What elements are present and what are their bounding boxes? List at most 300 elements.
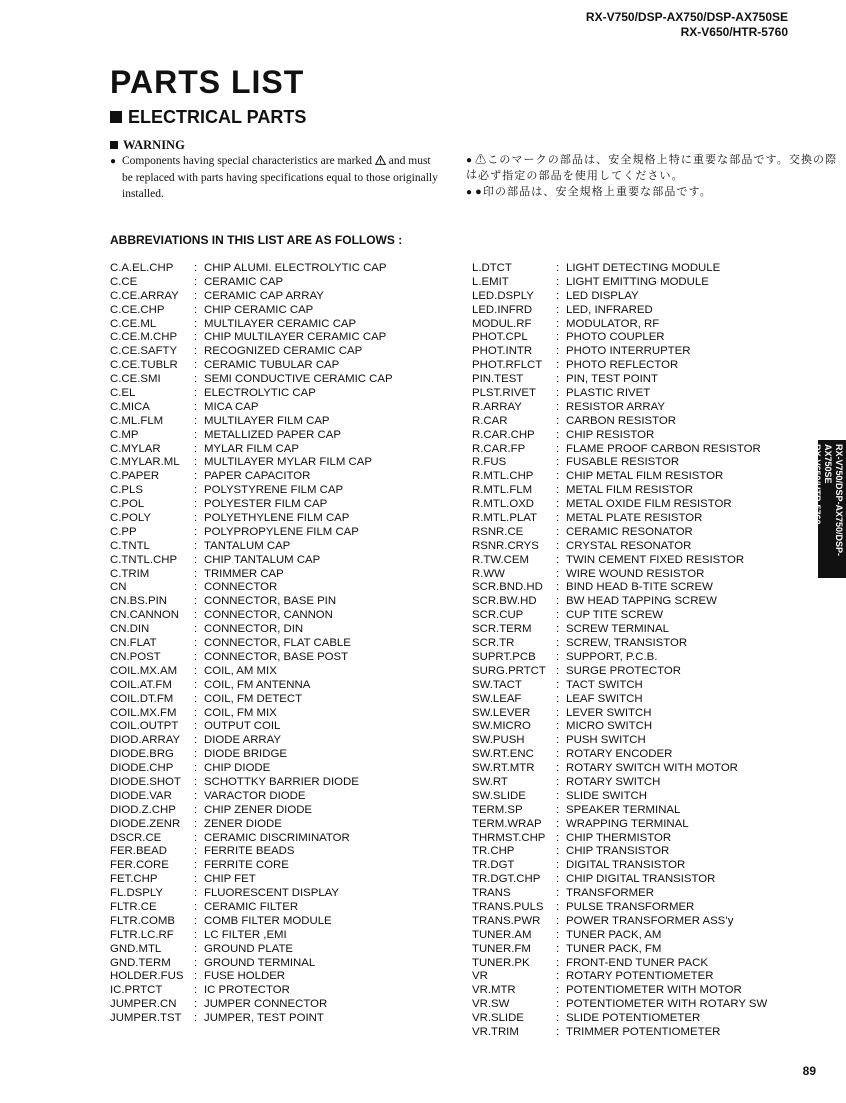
abbreviation-row: [472, 887, 767, 901]
colon-separator: :: [194, 484, 198, 497]
colon-separator: :: [556, 998, 560, 1011]
abbreviation-code: COIL.MX.AM: [110, 664, 178, 677]
abbreviation-description: RECOGNIZED CERAMIC CAP: [204, 345, 363, 358]
abbreviation-code: R.CAR: [472, 414, 508, 427]
colon-separator: :: [556, 887, 560, 900]
colon-separator: :: [556, 637, 560, 650]
abbreviation-description: CHIP THERMISTOR: [566, 831, 672, 844]
abbreviation-description: CERAMIC TUBULAR CAP: [204, 359, 340, 372]
abbreviation-description: CONNECTOR, DIN: [204, 623, 304, 636]
abbreviation-row: [110, 845, 393, 859]
abbreviation-description: DIODE ARRAY: [204, 734, 282, 747]
colon-separator: :: [556, 942, 560, 955]
abbreviation-description: FUSE HOLDER: [204, 970, 286, 983]
abbreviation-description: WIRE WOUND RESISTOR: [566, 567, 705, 580]
abbreviation-code: C.PLS: [110, 484, 143, 497]
abbreviation-code: C.ML.FLM: [110, 414, 164, 427]
abbreviation-description: ROTARY SWITCH: [566, 775, 661, 788]
colon-separator: :: [556, 345, 560, 358]
abbreviation-row: [110, 748, 393, 762]
colon-separator: :: [556, 664, 560, 677]
colon-separator: :: [194, 775, 198, 788]
abbreviation-row: [110, 554, 393, 568]
colon-separator: :: [194, 1012, 198, 1025]
abbreviation-row: [472, 707, 767, 721]
square-bullet-icon: [110, 141, 118, 149]
abbreviation-code: VR.SW: [472, 998, 510, 1011]
abbreviation-description: SCREW, TRANSISTOR: [566, 637, 688, 650]
abbreviation-row: [110, 818, 393, 832]
abbreviation-description: CERAMIC RESONATOR: [566, 525, 693, 538]
colon-separator: :: [194, 914, 198, 927]
abbreviation-code: R.FUS: [472, 456, 507, 469]
abbreviation-code: PHOT.RFLCT: [472, 359, 543, 372]
abbreviation-row: [472, 1012, 767, 1026]
abbreviation-description: CUP TITE SCREW: [566, 609, 664, 622]
colon-separator: :: [194, 845, 198, 858]
abbreviation-row: [110, 957, 393, 971]
colon-separator: :: [556, 373, 560, 386]
colon-separator: :: [556, 303, 560, 316]
abbreviation-description: CHIP TRANSISTOR: [566, 845, 670, 858]
abbreviation-description: CONNECTOR, FLAT CABLE: [204, 637, 351, 650]
abbreviation-code: C.CE.ML: [110, 317, 157, 330]
abbreviation-code: JUMPER.CN: [110, 998, 177, 1011]
abbreviation-row: [472, 832, 767, 846]
abbreviation-code: C.MYLAR: [110, 442, 161, 455]
abbreviation-code: R.MTL.FLM: [472, 484, 533, 497]
abbreviation-description: CHIP FET: [204, 873, 256, 886]
colon-separator: :: [556, 734, 560, 747]
abbreviation-description: CHIP ALUMI. ELECTROLYTIC CAP: [204, 262, 387, 274]
abbreviation-row: [472, 484, 767, 498]
abbreviation-row: [472, 1026, 767, 1040]
abbreviation-row: [472, 429, 767, 443]
colon-separator: :: [194, 345, 198, 358]
colon-separator: :: [556, 720, 560, 733]
abbreviation-row: [472, 859, 767, 873]
abbreviation-code: CN.BS.PIN: [110, 595, 167, 608]
abbreviation-code: R.WW: [472, 567, 505, 580]
abbreviation-description: COIL, AM MIX: [204, 664, 277, 677]
abbreviation-code: PIN.TEST: [472, 373, 524, 386]
colon-separator: :: [194, 692, 198, 705]
abbreviation-code: C.MYLAR.ML: [110, 456, 180, 469]
abbreviation-code: CN: [110, 581, 127, 594]
abbreviation-code: SCR.CUP: [472, 609, 524, 622]
abbreviation-row: [472, 498, 767, 512]
page-number: 89: [802, 1064, 816, 1078]
abbreviation-code: R.TW.CEM: [472, 553, 529, 566]
abbreviation-description: POLYPROPYLENE FILM CAP: [204, 525, 359, 538]
japanese-warning-line3-text: ●印の部品は、安全規格上重要な部品です。: [475, 186, 712, 198]
abbreviation-description: MULTILAYER FILM CAP: [204, 414, 330, 427]
abbreviation-row: [110, 790, 393, 804]
abbreviation-description: PIN, TEST POINT: [566, 373, 658, 386]
abbreviation-code: C.A.EL.CHP: [110, 262, 174, 274]
abbreviation-description: TWIN CEMENT FIXED RESISTOR: [566, 553, 745, 566]
abbreviation-code: SW.RT.ENC: [472, 748, 534, 761]
colon-separator: :: [194, 400, 198, 413]
abbreviation-code: R.MTL.OXD: [472, 498, 535, 511]
side-tab-line2: RX-V650/HTR-5760: [812, 444, 822, 525]
abbreviation-description: METAL PLATE RESISTOR: [566, 512, 703, 525]
abbreviation-code: SCR.BND.HD: [472, 581, 543, 594]
abbreviation-row: [472, 679, 767, 693]
colon-separator: :: [194, 609, 198, 622]
colon-separator: :: [194, 650, 198, 663]
abbreviation-code: FLTR.LC.RF: [110, 928, 174, 941]
colon-separator: :: [194, 387, 198, 400]
abbreviation-description: POLYETHYLENE FILM CAP: [204, 512, 350, 525]
colon-separator: :: [556, 873, 560, 886]
abbreviation-row: [472, 693, 767, 707]
abbreviation-description: FLAME PROOF CARBON RESISTOR: [566, 442, 761, 455]
abbreviation-row: [472, 984, 767, 998]
abbreviation-row: [110, 609, 393, 623]
abbreviation-row: [472, 818, 767, 832]
section-title-text: ELECTRICAL PARTS: [128, 107, 307, 127]
colon-separator: :: [194, 456, 198, 469]
colon-separator: :: [194, 623, 198, 636]
abbreviation-row: [110, 887, 393, 901]
colon-separator: :: [194, 553, 198, 566]
abbreviation-code: DIODE.CHP: [110, 762, 174, 775]
abbreviation-row: [110, 623, 393, 637]
colon-separator: :: [194, 442, 198, 455]
colon-separator: :: [556, 581, 560, 594]
abbreviation-code: TRANS: [472, 887, 511, 900]
abbreviation-code: TRANS.PULS: [472, 900, 544, 913]
abbreviation-row: [110, 387, 393, 401]
abbreviation-row: [472, 401, 767, 415]
section-title: [110, 107, 306, 128]
abbreviation-description: JUMPER CONNECTOR: [204, 998, 328, 1011]
abbreviation-description: CONNECTOR, BASE PIN: [204, 595, 337, 608]
abbreviation-row: [472, 915, 767, 929]
abbreviation-row: [110, 540, 393, 554]
abbreviation-code: TR.DGT.CHP: [472, 873, 541, 886]
abbreviation-code: TR.DGT: [472, 859, 515, 872]
abbreviation-description: SPEAKER TERMINAL: [566, 803, 681, 816]
colon-separator: :: [194, 331, 198, 344]
colon-separator: :: [194, 762, 198, 775]
abbreviation-code: SW.TACT: [472, 678, 522, 691]
abbreviation-code: C.PAPER: [110, 470, 160, 483]
abbreviation-row: [472, 873, 767, 887]
abbreviation-code: C.CE.TUBLR: [110, 359, 178, 372]
abbreviation-description: LIGHT DETECTING MODULE: [566, 262, 721, 274]
abbreviation-code: C.CE.SAFTY: [110, 345, 178, 358]
abbreviation-row: [472, 443, 767, 457]
abbreviation-row: [472, 318, 767, 332]
abbreviation-code: C.MICA: [110, 400, 150, 413]
abbreviation-code: IC.PRTCT: [110, 984, 163, 997]
japanese-warning-line2-text: 必ず指定の部品を使用してください。: [478, 170, 684, 182]
colon-separator: :: [194, 720, 198, 733]
abbreviation-code: SUPRT.PCB: [472, 650, 536, 663]
abbreviation-description: TRIMMER CAP: [204, 567, 284, 580]
abbreviation-row: [472, 554, 767, 568]
abbreviation-code: CN.DIN: [110, 623, 150, 636]
abbreviation-row: [110, 581, 393, 595]
colon-separator: :: [556, 428, 560, 441]
abbreviation-code: LED.DSPLY: [472, 289, 534, 302]
abbreviation-description: TANTALUM CAP: [204, 539, 291, 552]
abbreviation-row: [110, 832, 393, 846]
colon-separator: :: [194, 567, 198, 580]
abbreviation-code: JUMPER.TST: [110, 1012, 182, 1025]
abbreviation-description: SURGE PROTECTOR: [566, 664, 681, 677]
abbreviations-list-right: [472, 262, 767, 1040]
abbreviation-code: L.DTCT: [472, 262, 512, 274]
abbreviation-code: SW.LEVER: [472, 706, 531, 719]
colon-separator: :: [194, 956, 198, 969]
abbreviation-description: LED DISPLAY: [566, 289, 639, 302]
abbreviation-code: C.POL: [110, 498, 145, 511]
colon-separator: :: [194, 275, 198, 288]
abbreviation-description: MULTILAYER CERAMIC CAP: [204, 317, 357, 330]
abbreviation-code: R.ARRAY: [472, 400, 522, 413]
colon-separator: :: [194, 817, 198, 830]
abbreviation-description: JUMPER, TEST POINT: [204, 1012, 324, 1025]
abbreviation-code: VR.TRIM: [472, 1025, 519, 1038]
abbreviation-code: SW.RT.MTR: [472, 762, 535, 775]
abbreviation-code: FER.CORE: [110, 859, 169, 872]
colon-separator: :: [194, 428, 198, 441]
abbreviation-row: [110, 470, 393, 484]
abbreviation-row: [472, 262, 767, 276]
abbreviation-row: [472, 373, 767, 387]
abbreviation-code: SURG.PRTCT: [472, 664, 546, 677]
abbreviation-description: ROTARY ENCODER: [566, 748, 673, 761]
abbreviation-description: PAPER CAPACITOR: [204, 470, 311, 483]
colon-separator: :: [556, 359, 560, 372]
colon-separator: :: [194, 262, 198, 274]
abbreviation-row: [472, 720, 767, 734]
abbreviation-row: [110, 415, 393, 429]
colon-separator: :: [556, 984, 560, 997]
abbreviation-code: TUNER.PK: [472, 956, 530, 969]
abbreviation-description: GROUND PLATE: [204, 942, 294, 955]
abbreviation-row: [110, 456, 393, 470]
colon-separator: :: [556, 775, 560, 788]
abbreviation-row: [472, 901, 767, 915]
abbreviation-row: [110, 359, 393, 373]
abbreviation-row: [472, 845, 767, 859]
abbreviation-code: SCR.BW.HD: [472, 595, 537, 608]
abbreviation-row: [110, 970, 393, 984]
abbreviation-row: [110, 734, 393, 748]
japanese-warning-line2: [478, 169, 684, 183]
abbreviation-description: POWER TRANSFORMER ASS’y: [566, 914, 734, 927]
abbreviation-code: CN.POST: [110, 650, 161, 663]
abbreviation-code: LED.INFRD: [472, 303, 533, 316]
abbreviation-description: FLUORESCENT DISPLAY: [204, 887, 340, 900]
colon-separator: :: [556, 595, 560, 608]
abbreviation-code: COIL.OUTPT: [110, 720, 179, 733]
abbreviation-row: [110, 984, 393, 998]
abbreviation-code: RSNR.CRYS: [472, 539, 539, 552]
abbreviation-row: [110, 526, 393, 540]
abbreviation-description: FERRITE CORE: [204, 859, 289, 872]
abbreviation-row: [472, 331, 767, 345]
abbreviation-description: DIGITAL TRANSISTOR: [566, 859, 686, 872]
colon-separator: :: [194, 317, 198, 330]
colon-separator: :: [194, 373, 198, 386]
abbreviation-code: R.MTL.CHP: [472, 470, 534, 483]
colon-separator: :: [556, 275, 560, 288]
abbreviation-code: PHOT.INTR: [472, 345, 533, 358]
colon-separator: :: [194, 595, 198, 608]
abbreviation-description: FRONT-END TUNER PACK: [566, 956, 708, 969]
abbreviation-code: R.MTL.PLAT: [472, 512, 537, 525]
colon-separator: :: [194, 512, 198, 525]
warning-text-after: and must be replaced with parts having specifications equal to those originally installed.: [122, 155, 438, 200]
colon-separator: :: [194, 970, 198, 983]
abbreviation-description: PHOTO COUPLER: [566, 331, 665, 344]
abbreviation-description: SCREW TERMINAL: [566, 623, 669, 636]
abbreviation-code: THRMST.CHP: [472, 831, 546, 844]
colon-separator: :: [556, 900, 560, 913]
colon-separator: :: [194, 289, 198, 302]
abbreviation-row: [110, 679, 393, 693]
abbreviation-row: [110, 651, 393, 665]
abbreviation-description: TUNER PACK, FM: [566, 942, 662, 955]
abbreviation-row: [110, 901, 393, 915]
abbreviation-code: DIOD.Z.CHP: [110, 803, 176, 816]
colon-separator: :: [556, 289, 560, 302]
colon-separator: :: [556, 525, 560, 538]
abbreviation-code: TRANS.PWR: [472, 914, 541, 927]
abbreviation-description: PULSE TRANSFORMER: [566, 900, 695, 913]
side-tab-line1: RX-V750/DSP-AX750/DSP-AX750SE: [823, 444, 844, 557]
abbreviation-row: [472, 568, 767, 582]
page-title: PARTS LIST: [110, 64, 305, 100]
abbreviation-description: TRANSFORMER: [566, 887, 654, 900]
abbreviation-description: CHIP CERAMIC CAP: [204, 303, 314, 316]
colon-separator: :: [556, 539, 560, 552]
abbreviation-code: DIODE.BRG: [110, 748, 174, 761]
abbreviation-description: PHOTO INTERRUPTER: [566, 345, 691, 358]
abbreviation-code: DIODE.VAR: [110, 789, 172, 802]
abbreviation-description: CRYSTAL RESONATOR: [566, 539, 692, 552]
colon-separator: :: [556, 859, 560, 872]
abbreviation-row: [472, 304, 767, 318]
abbreviation-code: SW.LEAF: [472, 692, 522, 705]
abbreviation-code: TR.CHP: [472, 845, 515, 858]
abbreviation-row: [472, 359, 767, 373]
abbreviation-description: METAL OXIDE FILM RESISTOR: [566, 498, 732, 511]
abbreviation-description: TRIMMER POTENTIOMETER: [566, 1025, 721, 1038]
colon-separator: :: [194, 873, 198, 886]
colon-separator: :: [556, 512, 560, 525]
colon-separator: :: [194, 734, 198, 747]
abbreviation-code: CN.CANNON: [110, 609, 179, 622]
abbreviation-description: POLYESTER FILM CAP: [204, 498, 328, 511]
abbreviation-code: DSCR.CE: [110, 831, 162, 844]
abbreviation-description: IC PROTECTOR: [204, 984, 290, 997]
abbreviation-description: COIL, FM DETECT: [204, 692, 303, 705]
abbreviation-code: C.TRIM: [110, 567, 150, 580]
abbreviation-code: C.TNTL: [110, 539, 150, 552]
abbreviation-code: VR.MTR: [472, 984, 516, 997]
abbreviation-code: CN.FLAT: [110, 637, 157, 650]
warning-heading-text: WARNING: [123, 138, 185, 152]
abbreviations-heading: ABBREVIATIONS IN THIS LIST ARE AS FOLLOWS :: [110, 233, 403, 247]
colon-separator: :: [556, 414, 560, 427]
colon-separator: :: [556, 970, 560, 983]
abbreviation-row: [472, 804, 767, 818]
colon-separator: :: [556, 484, 560, 497]
abbreviation-code: C.PP: [110, 525, 137, 538]
japanese-warning-line3: [466, 185, 712, 200]
colon-separator: :: [556, 817, 560, 830]
abbreviation-row: [472, 748, 767, 762]
abbreviation-row: [472, 637, 767, 651]
colon-separator: :: [194, 664, 198, 677]
abbreviation-description: VARACTOR DIODE: [204, 789, 306, 802]
abbreviation-code: PLST.RIVET: [472, 387, 536, 400]
colon-separator: :: [556, 1012, 560, 1025]
abbreviation-code: GND.MTL: [110, 942, 162, 955]
colon-separator: :: [194, 525, 198, 538]
abbreviation-description: SCHOTTKY BARRIER DIODE: [204, 775, 359, 788]
abbreviation-row: [472, 929, 767, 943]
colon-separator: :: [194, 789, 198, 802]
abbreviation-description: MULTILAYER MYLAR FILM CAP: [204, 456, 372, 469]
abbreviation-code: SW.SLIDE: [472, 789, 526, 802]
abbreviation-code: DIODE.ZENR: [110, 817, 181, 830]
abbreviation-row: [472, 387, 767, 401]
abbreviation-code: C.CE.SMI: [110, 373, 161, 386]
colon-separator: :: [194, 414, 198, 427]
abbreviation-description: BW HEAD TAPPING SCREW: [566, 595, 717, 608]
abbreviation-code: VR.SLIDE: [472, 1012, 524, 1025]
colon-separator: :: [194, 706, 198, 719]
abbreviation-description: COMB FILTER MODULE: [204, 914, 332, 927]
colon-separator: :: [194, 470, 198, 483]
abbreviation-row: [110, 804, 393, 818]
abbreviation-row: [472, 623, 767, 637]
abbreviation-code: RSNR.CE: [472, 525, 524, 538]
abbreviation-row: [472, 540, 767, 554]
abbreviation-description: CHIP DIGITAL TRANSISTOR: [566, 873, 716, 886]
abbreviation-description: METAL FILM RESISTOR: [566, 484, 694, 497]
abbreviation-code: FLTR.COMB: [110, 914, 175, 927]
side-tab-text: [812, 444, 844, 578]
abbreviation-code: TERM.SP: [472, 803, 523, 816]
round-bullet-icon: ●: [466, 187, 474, 198]
abbreviation-row: [110, 998, 393, 1012]
abbreviation-row: [110, 1012, 393, 1026]
colon-separator: :: [556, 706, 560, 719]
model-numbers-line2: RX-V650/HTR-5760: [680, 25, 788, 39]
abbreviation-code: C.MP: [110, 428, 139, 441]
colon-separator: :: [194, 581, 198, 594]
abbreviation-row: [472, 998, 767, 1012]
abbreviation-description: BIND HEAD B-TITE SCREW: [566, 581, 713, 594]
abbreviation-code: FL.DSPLY: [110, 887, 163, 900]
abbreviation-description: DIODE BRIDGE: [204, 748, 287, 761]
abbreviation-description: CONNECTOR, CANNON: [204, 609, 333, 622]
colon-separator: :: [194, 984, 198, 997]
abbreviation-description: MODULATOR, RF: [566, 317, 660, 330]
colon-separator: :: [556, 803, 560, 816]
abbreviation-code: COIL.MX.FM: [110, 706, 177, 719]
abbreviation-row: [110, 693, 393, 707]
round-bullet-icon: ●: [466, 155, 474, 166]
